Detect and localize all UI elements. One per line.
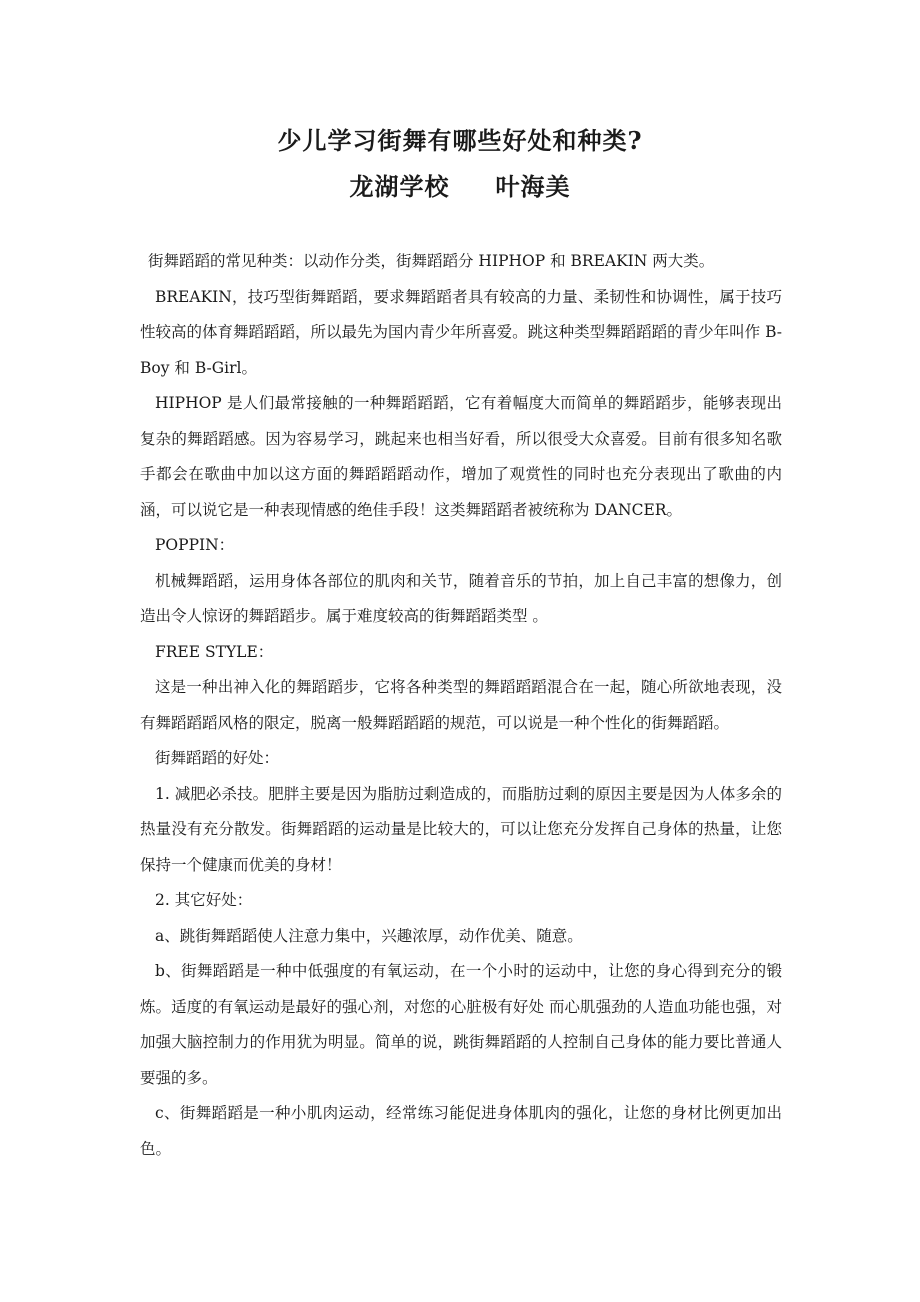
document-body xyxy=(140,244,782,1167)
document-byline xyxy=(0,167,920,202)
paragraph: 1. 减肥必杀技。肥胖主要是因为脂肪过剩造成的，而脂肪过剩的原因主要是因为人体多余的热量没有充分散发。街舞蹈蹈的运动量是比较大的，可以让您充分发挥自己身体的热量，让您保持一个健康而优美的身材！ xyxy=(140,784,782,874)
school-name: 龙湖学校 xyxy=(349,172,450,201)
paragraph: FREE STYLE： xyxy=(155,642,274,661)
paragraph: BREAKIN，技巧型街舞蹈蹈，要求舞蹈蹈者具有较高的力量、柔韧性和协调性，属于技巧性较高的体育舞蹈蹈蹈，所以最先为国内青少年所喜爱。跳这种类型舞蹈蹈蹈的青少年叫作 B-Boy 和 B-Girl。 xyxy=(140,287,782,377)
paragraph: POPPIN： xyxy=(155,536,235,554)
document-title: 少儿学习街舞有哪些好处和种类? xyxy=(277,126,643,155)
paragraph: 机械舞蹈蹈，运用身体各部位的肌肉和关节，随着音乐的节拍，加上自己丰富的想像力，创造出令人惊讶的舞蹈蹈步。属于难度较高的街舞蹈蹈类型 。 xyxy=(140,571,782,625)
paragraph: 街舞蹈蹈的常见种类：以动作分类，街舞蹈蹈分 HIPHOP 和 BREAKIN 两大类。 xyxy=(148,252,715,270)
author-name: 叶海美 xyxy=(495,172,571,201)
paragraph: a、跳街舞蹈蹈使人注意力集中，兴趣浓厚，动作优美、随意。 xyxy=(155,926,583,945)
paragraph: 街舞蹈蹈的好处： xyxy=(155,749,280,767)
paragraph: HIPHOP 是人们最常接触的一种舞蹈蹈蹈，它有着幅度大而简单的舞蹈蹈步，能够表现出复杂的舞蹈蹈感。因为容易学习，跳起来也相当好看，所以很受大众喜爱。目前有很多知名歌手都会在歌曲中加以这方面的舞蹈蹈蹈动作，增加了观赏性的同时也充分表现出了歌曲的内涵，可以说它是一种表现情感的绝佳手段！这类舞蹈蹈者被统称为 DANCER。 xyxy=(140,394,782,519)
paragraph: c、街舞蹈蹈是一种小肌肉运动，经常练习能促进身体肌肉的强化，让您的身材比例更加出色。 xyxy=(140,1104,782,1158)
paragraph: 2. 其它好处： xyxy=(155,891,253,909)
paragraph: b、街舞蹈蹈是一种中低强度的有氧运动，在一个小时的运动中，让您的身心得到充分的锻炼。适度的有氧运动是最好的强心剂，对您的心脏极有好处 而心肌强劲的人造血功能也强，对加强大脑控制力的作用犹为明显。简单的说，跳街舞蹈蹈的人控制自己身体的能力要比普通人要强的多。 xyxy=(140,962,782,1087)
paragraph: 这是一种出神入化的舞蹈蹈步，它将各种类型的舞蹈蹈蹈混合在一起，随心所欲地表现，没有舞蹈蹈蹈风格的限定，脱离一般舞蹈蹈蹈的规范，可以说是一种个性化的街舞蹈蹈。 xyxy=(140,678,782,732)
